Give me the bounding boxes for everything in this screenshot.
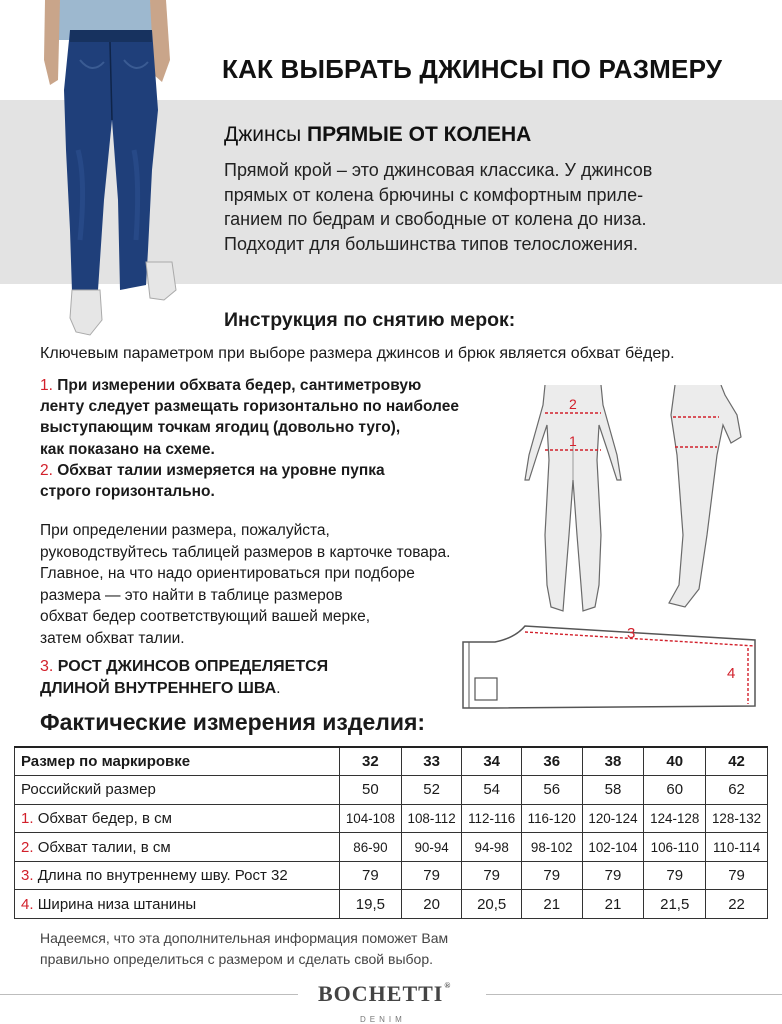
table-row — [15, 804, 768, 833]
fit-description — [224, 158, 744, 256]
table-cell: 98-102 — [521, 833, 582, 862]
row-label — [15, 804, 340, 833]
advice-line: обхват бедер соответствующий вашей мерке, — [40, 608, 371, 625]
brand-logo — [318, 981, 451, 1007]
size-table-body — [15, 747, 768, 919]
step-1-line: ленту следует размещать горизонтально по наиболее — [40, 398, 459, 416]
table-cell: 58 — [582, 776, 644, 805]
row-number: 2. — [21, 838, 34, 856]
step-2-text: Обхват талии измеряется на уровне пупка — [57, 461, 385, 479]
row-label-text: Длина по внутреннему шву. Рост 32 — [37, 867, 288, 885]
row-label-text: Обхват бедер, в см — [37, 809, 172, 827]
divider — [0, 994, 298, 995]
step-2-line — [40, 460, 459, 481]
advice-line: затем обхват талии. — [40, 629, 185, 647]
header-cell: 42 — [706, 747, 768, 776]
table-cell: 104-108 — [340, 804, 402, 833]
table-cell: 21 — [521, 890, 582, 919]
row-label — [15, 833, 340, 862]
table-cell: 112-116 — [462, 804, 522, 833]
measurements-title: Фактические измерения изделия: — [40, 709, 426, 735]
diagram-label-2: 2 — [569, 396, 577, 412]
step-1-number: 1. — [40, 377, 53, 394]
header-cell: 34 — [462, 747, 522, 776]
row-number: 3. — [21, 867, 34, 885]
size-table — [14, 746, 768, 919]
table-cell: 60 — [644, 776, 706, 805]
table-cell: 19,5 — [340, 890, 402, 919]
advice-line: При определении размера, пожалуйста, — [40, 522, 330, 539]
brand-mark: ® — [444, 981, 452, 990]
table-cell: 79 — [462, 861, 522, 890]
table-cell: 79 — [706, 861, 768, 890]
row-label — [15, 861, 340, 890]
table-row — [15, 833, 768, 862]
table-cell: 116-120 — [521, 804, 582, 833]
step-3-dot: . — [276, 679, 281, 697]
instructions-title: Инструкция по снятию мерок: — [224, 309, 516, 331]
table-cell: 102-104 — [582, 833, 644, 862]
table-cell: 90-94 — [401, 833, 462, 862]
table-cell: 20,5 — [462, 890, 522, 919]
header-cell: 36 — [521, 747, 582, 776]
table-cell: 128-132 — [706, 804, 768, 833]
advice-line: руководствуйтесь таблицей размеров в карточке товара. — [40, 543, 451, 561]
step-1-text: При измерении обхвата бедер, сантиметровую — [57, 377, 422, 394]
description-line: Подходит для большинства типов телосложения. — [224, 233, 638, 254]
header-cell: 33 — [401, 747, 462, 776]
jeans-model-illustration — [40, 0, 190, 340]
step-1-line: выступающим точкам ягодиц (довольно туго), — [40, 419, 401, 437]
diagram-label-4: 4 — [727, 665, 736, 682]
header-cell: 32 — [340, 747, 402, 776]
table-cell: 108-112 — [401, 804, 462, 833]
step-3-text: ДЛИНОЙ ВНУТРЕННЕГО ШВА — [40, 679, 277, 697]
step-3-line — [40, 678, 328, 700]
step-1-line — [40, 375, 459, 396]
footer-note — [40, 928, 448, 970]
header-cell: 40 — [644, 747, 706, 776]
divider — [486, 994, 782, 995]
table-row — [15, 890, 768, 919]
table-cell: 22 — [706, 890, 768, 919]
trouser-leg-diagram — [455, 620, 765, 710]
table-cell: 106-110 — [644, 833, 706, 862]
advice-line: Главное, на что надо ориентироваться при подборе — [40, 565, 415, 582]
table-cell: 50 — [340, 776, 402, 805]
key-parameter-text: Ключевым параметром при выборе размера джинсов и брюк является обхват бёдер. — [40, 345, 675, 362]
table-cell: 86-90 — [340, 833, 402, 862]
table-cell: 56 — [521, 776, 582, 805]
diagram-label-1: 1 — [569, 433, 577, 449]
note-line: правильно определиться с размером и сделать свой выбор. — [40, 951, 433, 967]
note-line: Надеемся, что эта дополнительная информация поможет Вам — [40, 930, 449, 946]
sizing-advice — [40, 520, 450, 649]
row-number: 4. — [21, 895, 34, 913]
table-row — [15, 861, 768, 890]
subtitle-prefix: Джинсы — [224, 123, 302, 146]
description-line: прямых от колена брючины с комфортным приле- — [224, 184, 644, 205]
table-cell: 124-128 — [644, 804, 706, 833]
advice-line: размера — это найти в таблице размеров — [40, 586, 343, 604]
jeans-type-subtitle — [224, 123, 531, 147]
table-row — [15, 776, 768, 805]
table-header-row — [15, 747, 768, 776]
table-cell: 21 — [582, 890, 644, 919]
row-label — [15, 890, 340, 919]
step-3-text: РОСТ ДЖИНСОВ ОПРЕДЕЛЯЕТСЯ — [57, 658, 329, 675]
header-cell: 38 — [582, 747, 644, 776]
row-label-text: Российский размер — [21, 781, 156, 799]
table-cell: 20 — [401, 890, 462, 919]
subtitle-bold: ПРЯМЫЕ ОТ КОЛЕНА — [307, 123, 532, 146]
header-cell: Размер по маркировке — [15, 747, 340, 776]
table-cell: 94-98 — [462, 833, 522, 862]
diagram-label-3: 3 — [627, 625, 636, 642]
table-cell: 52 — [401, 776, 462, 805]
page-title: КАК ВЫБРАТЬ ДЖИНСЫ ПО РАЗМЕРУ — [222, 54, 723, 84]
table-cell: 79 — [582, 861, 644, 890]
description-line: ганием по бедрам и свободные от колена до низа. — [224, 209, 647, 229]
step-3-line — [40, 656, 328, 678]
step-2-line: строго горизонтально. — [40, 483, 215, 501]
front-body-diagram — [515, 385, 635, 615]
row-label-text: Обхват талии, в см — [37, 838, 171, 856]
step-3 — [40, 656, 328, 699]
side-body-diagram — [655, 385, 755, 615]
table-cell: 79 — [340, 861, 402, 890]
row-label-text: Ширина низа штанины — [37, 895, 197, 913]
description-line: Прямой крой – это джинсовая классика. У джинсов — [224, 160, 653, 180]
row-label — [15, 776, 340, 805]
row-number: 1. — [21, 809, 34, 827]
step-2-number: 2. — [40, 461, 53, 479]
table-cell: 120-124 — [582, 804, 644, 833]
table-cell: 62 — [706, 776, 768, 805]
step-3-number: 3. — [40, 658, 54, 675]
brand-subtitle: DENIM — [360, 1015, 406, 1024]
measurement-steps — [40, 375, 459, 502]
table-cell: 54 — [462, 776, 522, 805]
brand-name: BOCHETTI — [318, 981, 444, 1006]
table-cell: 79 — [521, 861, 582, 890]
table-cell: 79 — [401, 861, 462, 890]
table-cell: 79 — [644, 861, 706, 890]
table-cell: 21,5 — [644, 890, 706, 919]
table-cell: 110-114 — [706, 833, 768, 862]
step-1-line: как показано на схеме. — [40, 440, 215, 458]
